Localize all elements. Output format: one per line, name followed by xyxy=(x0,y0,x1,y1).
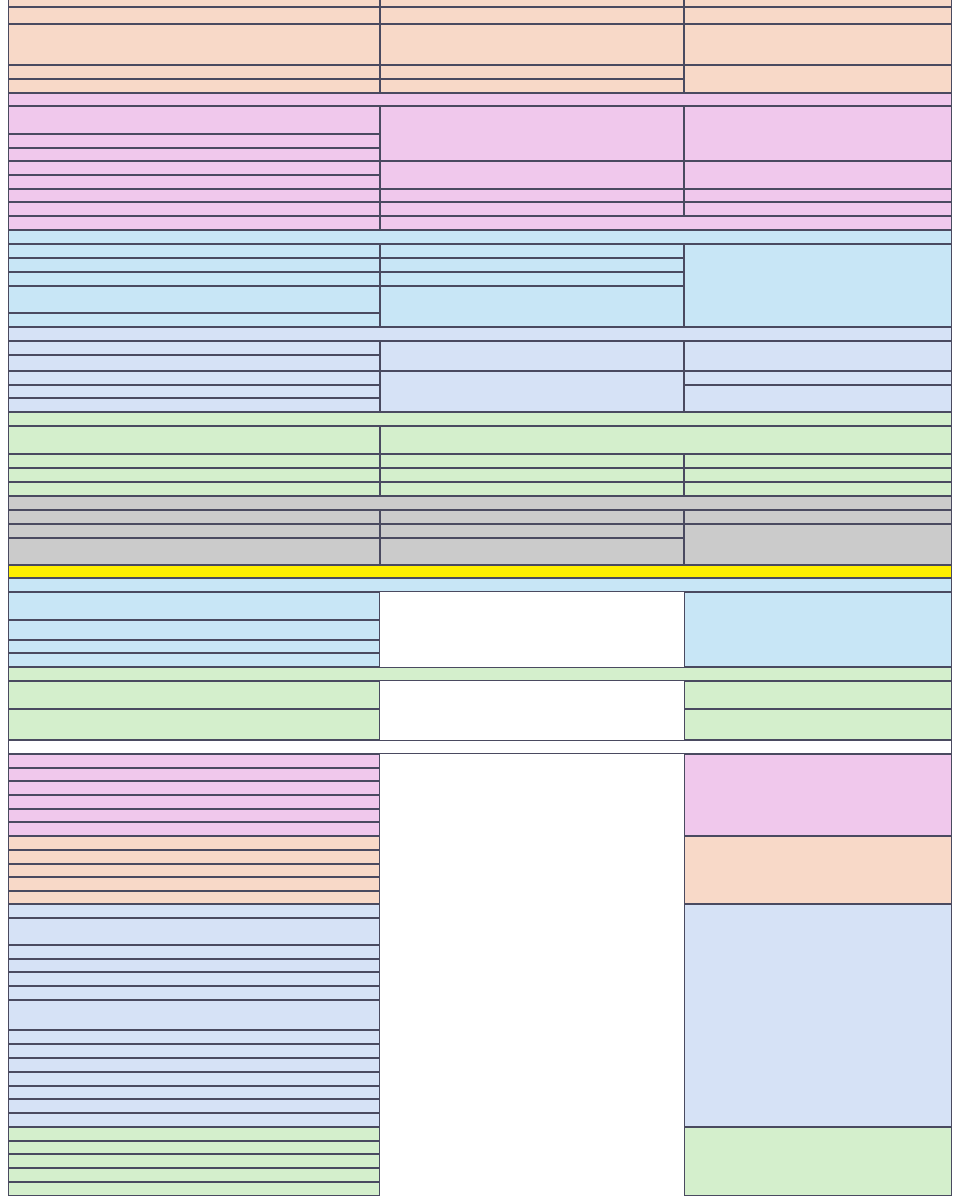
fee-first-instance xyxy=(380,524,684,538)
row-label xyxy=(8,65,380,79)
fee-appeal xyxy=(684,106,952,161)
fee-appeal xyxy=(684,371,952,385)
row-label xyxy=(8,272,380,286)
row-label xyxy=(8,1072,380,1086)
row-label xyxy=(8,24,380,65)
row-label xyxy=(8,355,380,371)
section-heading xyxy=(8,565,952,578)
row-label xyxy=(8,161,380,175)
fee-merged xyxy=(380,216,952,230)
row-label xyxy=(8,134,380,148)
fee-first-instance xyxy=(380,189,684,202)
fee-appeal xyxy=(684,385,952,412)
fee-first-instance xyxy=(380,24,684,65)
row-label xyxy=(8,918,380,945)
fee-first-instance xyxy=(380,65,684,79)
row-label xyxy=(8,189,380,202)
row-label xyxy=(8,1099,380,1113)
row-label xyxy=(8,1141,380,1154)
row-label xyxy=(8,148,380,161)
row-label xyxy=(8,1182,380,1196)
row-label xyxy=(8,768,380,781)
row-label xyxy=(8,592,380,620)
fee-first-instance xyxy=(380,538,684,565)
row-label xyxy=(8,864,380,877)
row-label xyxy=(8,7,380,24)
fee-appeal xyxy=(684,482,952,496)
fee-appeal xyxy=(684,709,952,740)
row-label xyxy=(8,79,380,93)
fee-first-instance xyxy=(380,258,684,272)
row-label xyxy=(8,385,380,398)
row-label xyxy=(8,468,380,482)
fee-appeal xyxy=(684,189,952,202)
row-label xyxy=(8,286,380,313)
fee-appeal xyxy=(684,341,952,371)
row-label xyxy=(8,681,380,709)
row-label xyxy=(8,709,380,740)
fee-appeal xyxy=(684,65,952,93)
row-label xyxy=(8,653,380,667)
row-label xyxy=(8,524,380,538)
fee-appeal xyxy=(684,24,952,65)
fee-first-instance xyxy=(380,0,684,7)
fee-appeal xyxy=(684,0,952,7)
fee-appeal xyxy=(684,836,952,904)
fee-appeal xyxy=(684,524,952,565)
row-label xyxy=(8,1168,380,1182)
row-label xyxy=(8,202,380,216)
section-heading xyxy=(8,230,952,244)
row-label xyxy=(8,244,380,258)
fee-first-instance xyxy=(380,7,684,24)
fee-first-instance xyxy=(380,341,684,371)
fee-first-instance xyxy=(380,371,684,412)
fee-appeal xyxy=(684,454,952,468)
row-label xyxy=(8,538,380,565)
fee-first-instance xyxy=(380,202,684,216)
fee-appeal xyxy=(684,904,952,1127)
fee-appeal xyxy=(684,7,952,24)
fee-appeal xyxy=(684,1127,952,1196)
row-label xyxy=(8,106,380,134)
row-label xyxy=(8,1127,380,1141)
row-label xyxy=(8,1086,380,1099)
row-label xyxy=(8,959,380,972)
row-label xyxy=(8,822,380,836)
row-label xyxy=(8,836,380,850)
fee-first-instance xyxy=(380,454,684,468)
row-label xyxy=(8,809,380,822)
row-label xyxy=(8,891,380,904)
section-heading xyxy=(8,412,952,426)
fee-appeal xyxy=(684,161,952,189)
row-label xyxy=(8,482,380,496)
fee-appeal xyxy=(684,202,952,216)
section-heading xyxy=(8,578,952,592)
row-label xyxy=(8,454,380,468)
fee-first-instance xyxy=(380,161,684,189)
row-label xyxy=(8,795,380,809)
row-label xyxy=(8,1000,380,1030)
fee-merged xyxy=(380,426,952,454)
section-heading xyxy=(8,496,952,510)
row-label xyxy=(8,313,380,327)
fee-first-instance xyxy=(380,510,684,524)
row-label xyxy=(8,426,380,454)
row-label xyxy=(8,904,380,918)
row-label xyxy=(8,216,380,230)
fee-first-instance xyxy=(380,79,684,93)
row-label xyxy=(8,620,380,640)
fee-first-instance xyxy=(380,272,684,286)
fee-first-instance xyxy=(380,468,684,482)
section-heading xyxy=(8,667,952,681)
row-label xyxy=(8,877,380,891)
fee-first-instance xyxy=(380,286,684,327)
row-label xyxy=(8,781,380,795)
row-label xyxy=(8,850,380,864)
row-label xyxy=(8,341,380,355)
row-label xyxy=(8,0,380,7)
fee-first-instance xyxy=(380,244,684,258)
row-label xyxy=(8,972,380,986)
fee-first-instance xyxy=(380,106,684,161)
row-label xyxy=(8,1154,380,1168)
section-heading xyxy=(8,740,952,754)
fee-first-instance xyxy=(380,482,684,496)
row-label xyxy=(8,371,380,385)
fee-appeal xyxy=(684,468,952,482)
fee-appeal xyxy=(684,510,952,524)
fee-appeal xyxy=(684,244,952,327)
row-label xyxy=(8,398,380,412)
row-label xyxy=(8,175,380,189)
row-label xyxy=(8,640,380,653)
row-label xyxy=(8,510,380,524)
section-heading xyxy=(8,93,952,106)
row-label xyxy=(8,754,380,768)
row-label xyxy=(8,1030,380,1044)
row-label xyxy=(8,1113,380,1127)
row-label xyxy=(8,986,380,1000)
row-label xyxy=(8,1058,380,1072)
row-label xyxy=(8,1044,380,1058)
fee-appeal xyxy=(684,754,952,836)
section-heading xyxy=(8,327,952,341)
fee-appeal xyxy=(684,681,952,709)
row-label xyxy=(8,945,380,959)
row-label xyxy=(8,258,380,272)
fee-appeal xyxy=(684,592,952,667)
